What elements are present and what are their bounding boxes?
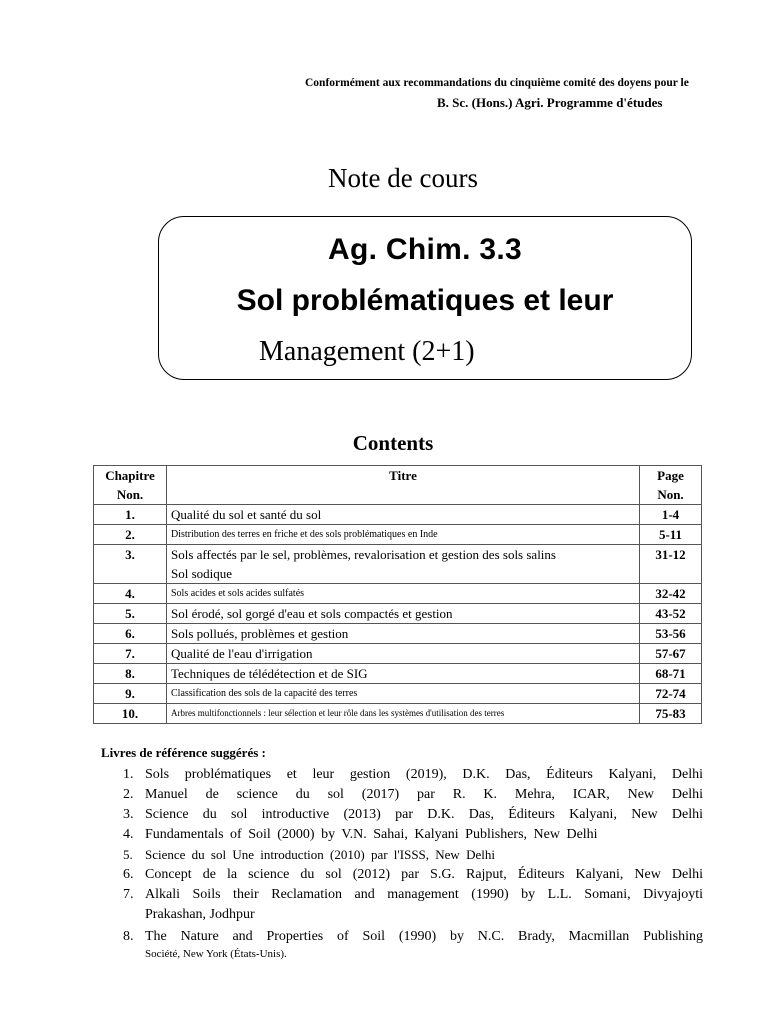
reference-text: Science du sol introductive (2013) par D.K. Das, Éditeurs Kalyani, New Delhi [145, 807, 703, 822]
table-row [94, 644, 702, 664]
chapter-title: Techniques de télédétection et de SIG [167, 664, 640, 684]
chapter-number: 4. [94, 584, 167, 604]
contents-heading: Contents [352, 431, 434, 455]
chapter-title: Distribution des terres en friche et des sols problématiques en Inde [167, 525, 640, 545]
course-code: Ag. Chim. 3.3 [328, 233, 522, 266]
reference-text: The Nature and Properties of Soil (1990) by N.C. Brady, Macmillan Publishing [145, 929, 703, 944]
reference-number: 1. [123, 767, 134, 782]
table-row [94, 684, 702, 704]
list-item [123, 845, 703, 865]
chapter-title: Sols acides et sols acides sulfatés [167, 584, 640, 604]
chapter-pages: 43-52 [640, 604, 702, 624]
list-item [123, 785, 703, 805]
contents-table [93, 465, 702, 724]
reference-text: Manuel de science du sol (2017) par R. K. Mehra, ICAR, New Delhi [145, 787, 703, 802]
list-item [123, 825, 703, 845]
table-row [94, 505, 702, 525]
references-list [123, 765, 703, 961]
chapter-number: 1. [94, 505, 167, 525]
chapter-title: Sols pollués, problèmes et gestion [167, 624, 640, 644]
chapter-title: Qualité du sol et santé du sol [167, 505, 640, 525]
chapter-number: 10. [94, 704, 167, 724]
column-header-title: Titre [167, 466, 640, 505]
chapter-title: Sols affectés par le sel, problèmes, revalorisation et gestion des sols salins Sol sodique [167, 545, 640, 584]
course-subtitle: Management (2+1) [259, 336, 475, 367]
reference-text: Sols problématiques et leur gestion (2019), D.K. Das, Éditeurs Kalyani, Delhi [145, 767, 703, 782]
chapter-title: Qualité de l'eau d'irrigation [167, 644, 640, 664]
table-header-row [94, 466, 702, 505]
list-item [123, 885, 703, 905]
table-row [94, 704, 702, 724]
chapter-pages: 31-12 [640, 545, 702, 584]
table-row [94, 525, 702, 545]
chapter-title: Sol érodé, sol gorgé d'eau et sols compactés et gestion [167, 604, 640, 624]
reference-continuation: Société, New York (États-Unis). [145, 948, 287, 960]
note-title: Note de cours [328, 163, 478, 193]
table-row [94, 624, 702, 644]
reference-continuation: Prakashan, Jodhpur [145, 907, 255, 922]
references-heading: Livres de référence suggérés : [101, 745, 266, 760]
chapter-number: 2. [94, 525, 167, 545]
column-header-page: Page Non. [640, 466, 702, 505]
list-item [123, 865, 703, 885]
chapter-pages: 72-74 [640, 684, 702, 704]
chapter-number: 7. [94, 644, 167, 664]
chapter-title: Classification des sols de la capacité des terres [167, 684, 640, 704]
reference-number: 5. [123, 847, 133, 862]
reference-text: Concept de la science du sol (2012) par S.G. Rajput, Éditeurs Kalyani, New Delhi [145, 867, 703, 882]
chapter-pages: 5-11 [640, 525, 702, 545]
reference-number: 8. [123, 929, 134, 944]
reference-number: 4. [123, 827, 134, 842]
chapter-number: 8. [94, 664, 167, 684]
table-row [94, 545, 702, 584]
chapter-pages: 1-4 [640, 505, 702, 525]
reference-number: 3. [123, 807, 134, 822]
chapter-pages: 32-42 [640, 584, 702, 604]
course-title: Sol problématiques et leur [236, 284, 614, 317]
reference-text: Science du sol Une introduction (2010) par l'ISSS, New Delhi [145, 847, 495, 862]
column-header-chapter: Chapitre Non. [94, 466, 167, 505]
chapter-number: 6. [94, 624, 167, 644]
chapter-pages: 53-56 [640, 624, 702, 644]
list-item [123, 805, 703, 825]
list-item [123, 927, 703, 947]
chapter-number: 9. [94, 684, 167, 704]
reference-number: 7. [123, 887, 134, 902]
chapter-number: 3. [94, 545, 167, 584]
header-line-1: Conformément aux recommandations du cinquième comité des doyens pour le [305, 77, 689, 89]
table-row [94, 584, 702, 604]
chapter-number: 5. [94, 604, 167, 624]
list-item [123, 765, 703, 785]
reference-number: 6. [123, 867, 134, 882]
chapter-title: Arbres multifonctionnels : leur sélection et leur rôle dans les systèmes d'utilisation des terres [167, 704, 640, 724]
reference-number: 2. [123, 787, 134, 802]
chapter-pages: 75-83 [640, 704, 702, 724]
reference-text: Fundamentals of Soil (2000) by V.N. Sahai, Kalyani Publishers, New Delhi [145, 827, 598, 842]
chapter-pages: 57-67 [640, 644, 702, 664]
reference-text: Alkali Soils their Reclamation and management (1990) by L.L. Somani, Divyajoyti [145, 887, 703, 902]
table-row [94, 664, 702, 684]
header-line-2: B. Sc. (Hons.) Agri. Programme d'études [437, 95, 663, 110]
chapter-pages: 68-71 [640, 664, 702, 684]
table-row [94, 604, 702, 624]
